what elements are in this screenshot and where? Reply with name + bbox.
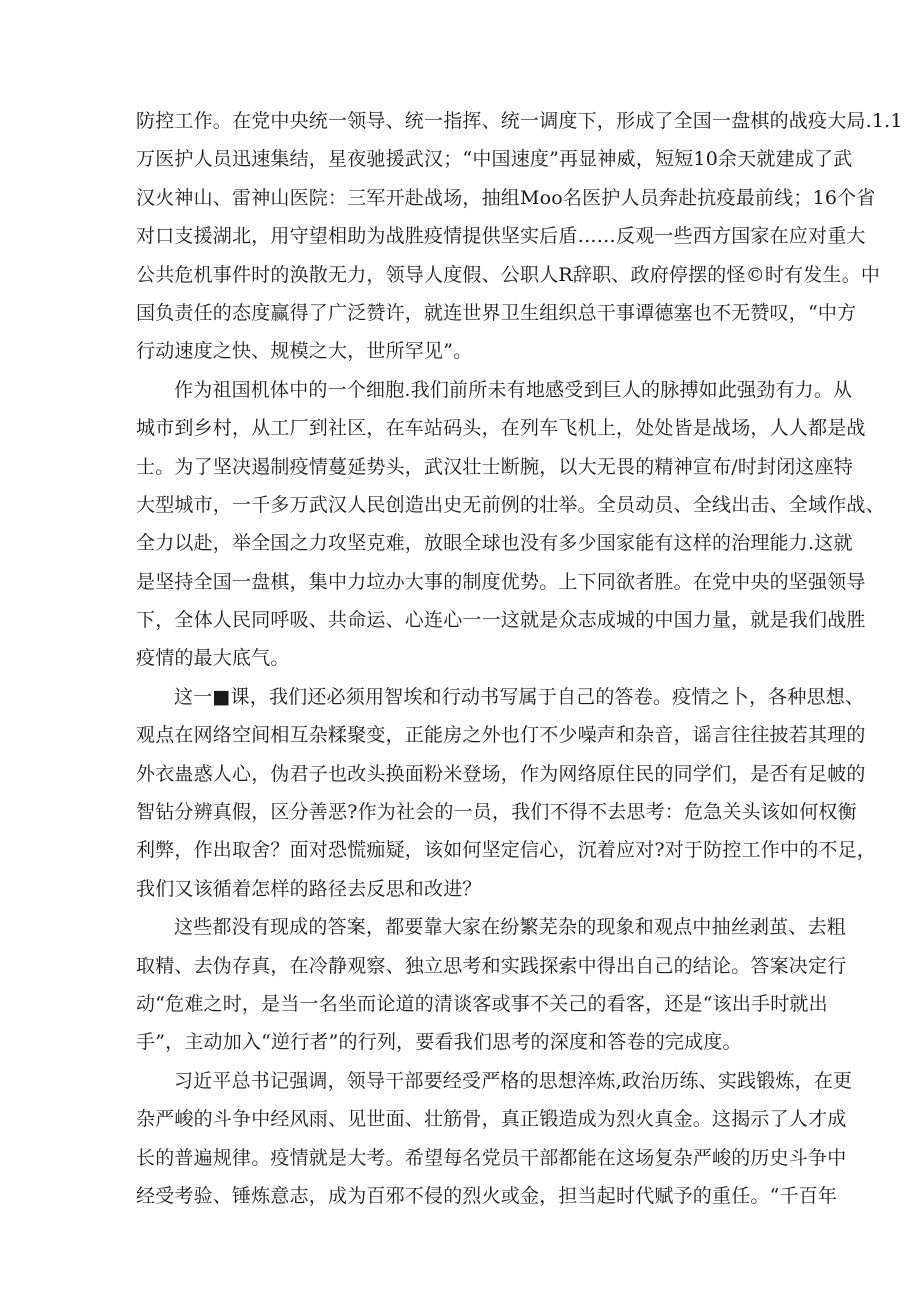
- text-line: 汉火神山、雷神山医院：三军开赴战场，抽组Moo名医护人员奔赴抗疫最前线；16个省: [136, 186, 876, 209]
- text-line: 取精、去伪存真，在冷静观察、独立思考和实践探索中得出自己的结论。答案决定行: [136, 954, 847, 977]
- text-line: 公共危机事件时的涣散无力，领导人度假、公职人R辞职、政府停摆的怪©时有发生。中: [136, 263, 881, 286]
- text-line: 这些都没有现成的答案，都要靠大家在纷繁芜杂的现象和观点中抽丝剥茧、去粗: [174, 916, 847, 939]
- text-line: 大型城市，一千多万武汉人民创造出史无前例的壮举。全员动员、全线出击、全域作战、: [136, 493, 885, 516]
- text-line: 作为祖国机体中的一个细胞.我们前所未有地感受到巨人的脉搏如此强劲有力。从: [174, 378, 853, 401]
- text-line: 防控工作。在党中央统一领导、统一指挥、统一调度下，形成了全国一盘棋的战疫大局.1.1: [136, 110, 903, 132]
- text-line: 行动速度之快、规模之大，世所罕见”。: [136, 340, 473, 363]
- text-line: 对口支援湖北，用守望相助为战胜疫情提供坚实后盾……反观一些西方国家在应对重大: [136, 225, 866, 248]
- paragraph: [136, 908, 847, 1062]
- text-line: 习近平总书记强调，领导干部要经受严格的思想淬炼,政治历练、实践锻炼，在更: [174, 1069, 853, 1092]
- text-line: 是坚持全国一盘棋，集中力垃办大事的制度优势。上下同欲者胜。在党中央的坚强领导: [136, 570, 866, 593]
- paragraph: [136, 1062, 853, 1216]
- text-line: 下，全体人民同呼吸、共命运、心连心一一这就是众志成城的中国力量，就是我们战胜: [136, 609, 866, 632]
- text-line: 经受考验、锤炼意志，成为百邪不侵的烈火或金，担当起时代赋予的重任。“千百年: [136, 1184, 838, 1207]
- text-line: 智钻分辨真假，区分善恶?作为社会的一员，我们不得不去思考：危急关头该如何权衡: [136, 801, 857, 824]
- paragraph: [136, 102, 903, 371]
- text-line: 城市到乡村，从工厂到社区，在车站码头，在列车飞机上，处处皆是战场，人人都是战: [136, 417, 866, 440]
- text-line: 士。为了坚决遏制疫情蔓延势头，武汉壮士断腕，以大无畏的精神宣布/时封闭这座特: [136, 455, 854, 478]
- text-line: 观点在网络空间相互杂糅聚变，正能房之外也仃不少噪声和杂音，谣言往往披若其理的: [136, 724, 866, 747]
- text-line: 长的普遍规律。疫情就是大考。希望每名党员干部都能在这场复杂严峻的历史斗争中: [136, 1146, 847, 1169]
- text-line: 这一■课，我们还必须用智埃和行动书写属于自己的答卷。疫情之卜，各种思想、: [174, 685, 865, 708]
- text-line: 手”，主动加入“逆行者”的行列，要看我们思考的深度和答卷的完成度。: [136, 1031, 742, 1054]
- text-line: 杂严峻的斗争中经风雨、见世面、壮筋骨，真正锻造成为烈火真金。这揭示了人才成: [136, 1108, 847, 1131]
- text-line: 疫情的最大底气。: [136, 647, 290, 670]
- text-line: 利弊，作出取舍？面对恐慌痂疑，该如何坚定信心，沉着应对?对于防控工作中的不足，: [136, 839, 876, 862]
- text-line: 万医护人员迅速集结，星夜驰援武汉；“中国速度”再显神威，短短10余天就建成了武: [136, 148, 853, 171]
- body-text: [136, 102, 903, 1215]
- text-line: 国负责任的态度赢得了广泛赞许，就连世界卫生组织总干事谭德塞也不无赞叹，“中方: [136, 301, 857, 324]
- text-line: 外衣蛊惑人心，伪君子也改头换面粉米登场，作为网络原住民的同学们，是否有足帔的: [136, 762, 866, 785]
- text-line: 动“危难之时，是当一名坐而论道的清谈客或事不关己的看客，还是“该出手时就出: [136, 992, 828, 1015]
- text-line: 我们又该循着怎样的路径去反思和改进？: [136, 877, 482, 900]
- paragraph: [136, 371, 885, 678]
- text-line: 全力以赴，举全国之力攻坚克难，放眼全球也没有多少国家能有这样的治理能力.这就: [136, 532, 853, 555]
- paragraph: [136, 678, 876, 908]
